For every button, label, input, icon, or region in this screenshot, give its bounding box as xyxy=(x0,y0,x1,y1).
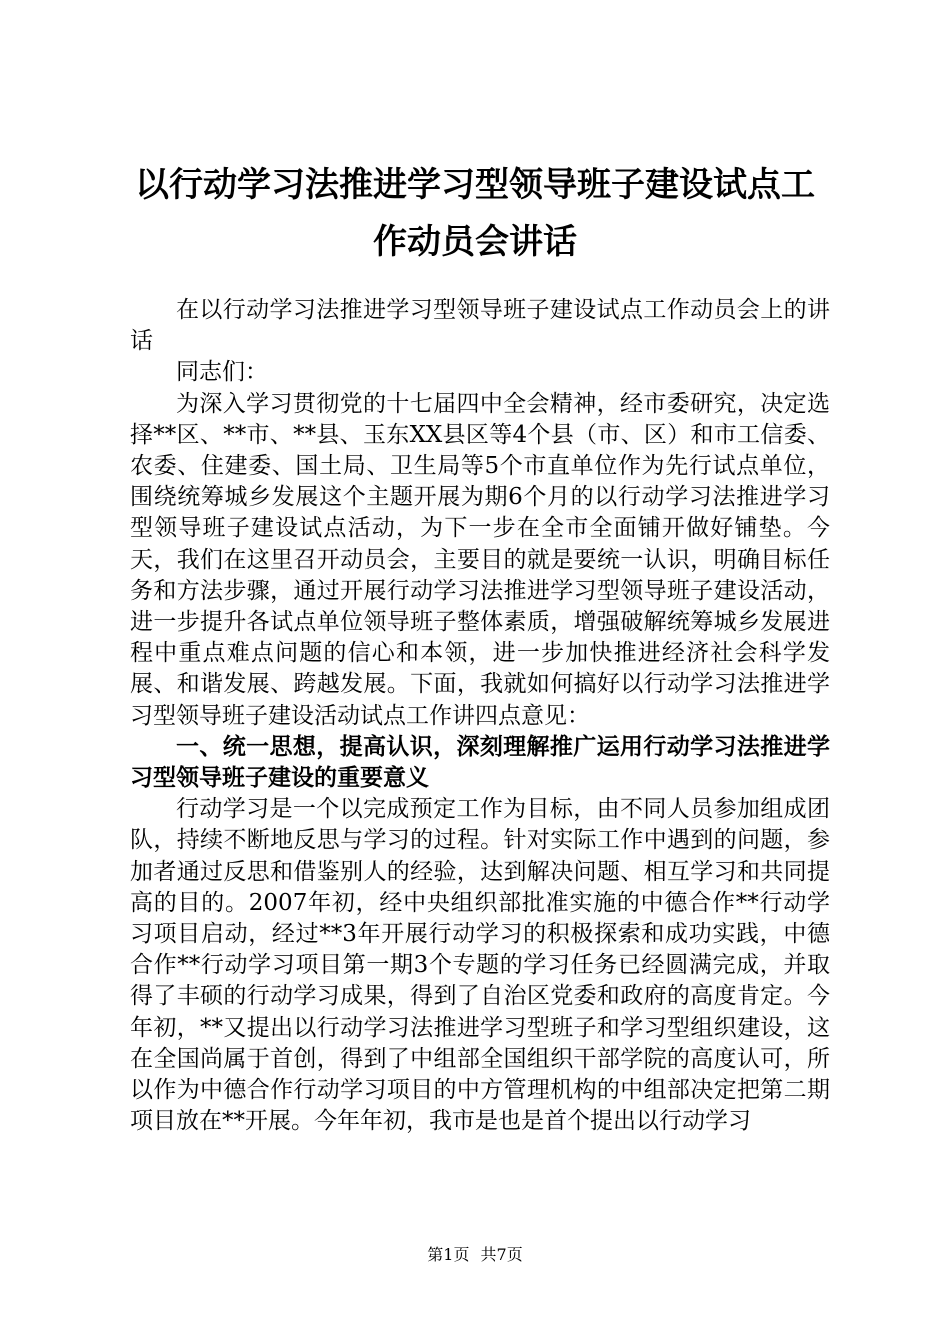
salutation-paragraph: 同志们： xyxy=(176,359,268,386)
body-paragraph: 为深入学习贯彻党的十七届四中全会精神，经市委研究，决定选择**区、**市、**县、玉东XX县区等4个县（市、区）和市工信委、农委、住建委、国土局、卫生局等5个市直单位作为先行试点单位，围绕统筹城乡发展这个主题开展为期6个月的以行动学习法推进学习型领导班子建设试点活动，为下一步在全市全面铺开做好铺垫。今天，我们在这里召开动员会，主要目的就是要统一认识，明确目标任务和方法步骤，通过开展行动学习法推进学习型领导班子建设活动，进一步提升各试点单位领导班子整体素质，增强破解统筹城乡发展进程中重点难点问题的信心和本领，进一步加快推进经济社会科学发展、和谐发展、跨越发展。下面，我就如何搞好以行动学习法推进学习型领导班子建设活动试点工作讲四点意见： xyxy=(130,390,830,729)
body-paragraph: 行动学习是一个以完成预定工作为目标，由不同人员参加组成团队，持续不断地反思与学习的过程。针对实际工作中遇到的问题，参加者通过反思和借鉴别人的经验，达到解决问题、相互学习和共同提高的目的。2007年初，经中央组织部批准实施的中德合作**行动学习项目启动，经过**3年开展行动学习的积极探索和成功实践，中德合作**行动学习项目第一期3个专题的学习任务已经圆满完成，并取得了丰硕的行动学习成果，得到了自治区党委和政府的高度肯定。今年初，**又提出以行动学习法推进学习型班子和学习型组织建设，这在全国尚属于首创，得到了中组部全国组织干部学院的高度认可，所以作为中德合作行动学习项目的中方管理机构的中组部决定把第二期项目放在**开展。今年年初，我市是也是首个提出以行动学习 xyxy=(130,796,830,1135)
subtitle-paragraph: 在以行动学习法推进学习型领导班子建设试点工作动员会上的讲话 xyxy=(130,297,830,355)
page-number: 第1页 xyxy=(427,1245,470,1264)
page-total: 共7页 xyxy=(480,1245,523,1264)
document-body xyxy=(130,295,830,1137)
document-title-line-2: 作动员会讲话 xyxy=(373,222,577,262)
document-title-line-1: 以行动学习法推进学习型领导班子建设试点工 xyxy=(135,165,815,205)
section-heading: 一、统一思想，提高认识，深刻理解推广运用行动学习法推进学习型领导班子建设的重要意义 xyxy=(130,733,830,792)
page-footer xyxy=(0,1245,950,1265)
